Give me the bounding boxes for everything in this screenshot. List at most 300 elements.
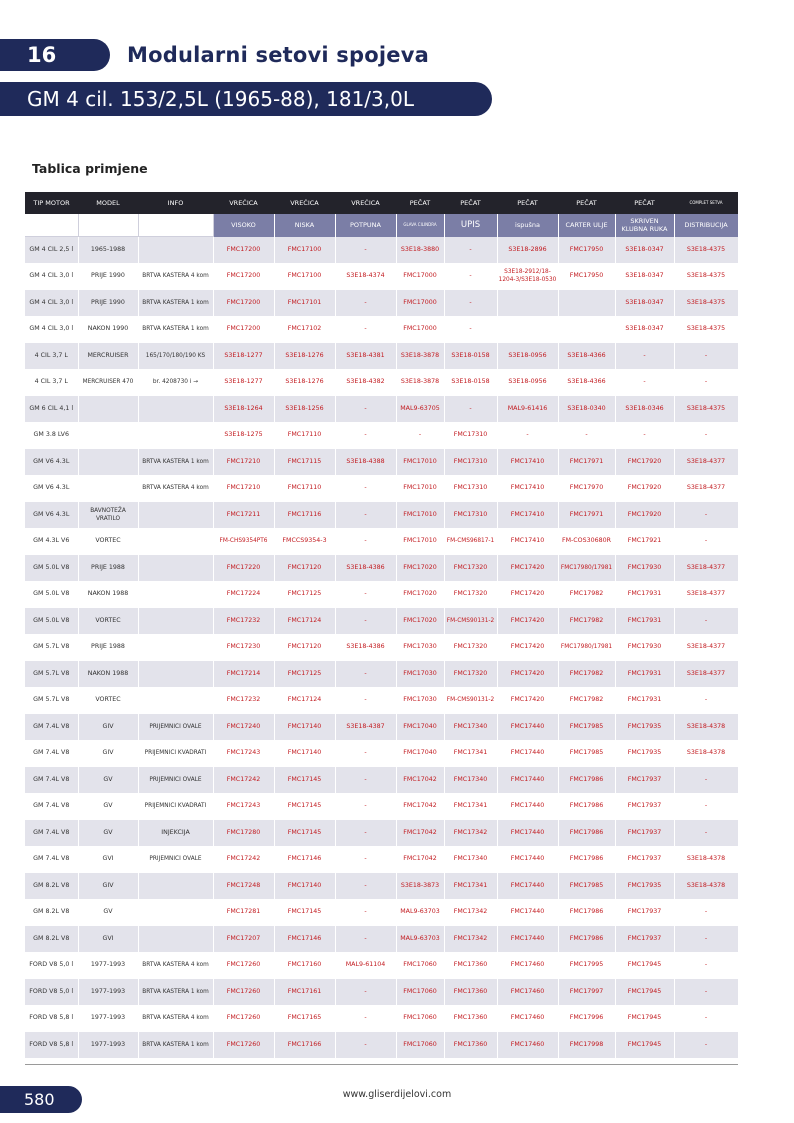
table-cell: FMC17020: [396, 581, 444, 608]
table-cell: BRTVA KASTERA 4 kom: [138, 263, 213, 290]
table-cell: FMC17166: [274, 1032, 335, 1059]
table-cell: MERCRUISER 470: [78, 369, 138, 396]
table-cell: GM 4.3L V6: [25, 528, 78, 555]
table-cell: FMC17931: [615, 581, 674, 608]
table-cell: FMC17342: [444, 899, 497, 926]
table-row: [25, 316, 738, 343]
table-cell: FMC17440: [497, 820, 558, 847]
table-cell: FMC17060: [396, 952, 444, 979]
table-cell: FMC17115: [274, 449, 335, 476]
table-cell: PRIJE 1988: [78, 634, 138, 661]
table-cell: S3E18-0158: [444, 369, 497, 396]
table-cell: PRIJEMNICI KVADRATI: [138, 793, 213, 820]
table-cell: FMC17042: [396, 793, 444, 820]
table-cell: GM 3.8 LV6: [25, 422, 78, 449]
table-cell: S3E18-4375: [674, 316, 738, 343]
table-cell: FM-CMS96817-1: [444, 528, 497, 555]
table-cell: -: [444, 290, 497, 317]
table-cell: FMC17320: [444, 661, 497, 688]
table-cell: FMC17920: [615, 502, 674, 529]
table-cell: BRTVA KASTERA 4 kom: [138, 475, 213, 502]
table-cell: FMC17243: [213, 740, 274, 767]
table-cell: FMC17971: [558, 449, 615, 476]
table-cell: FMC17410: [497, 449, 558, 476]
col-subheader: NISKA: [274, 214, 335, 237]
table-cell: -: [674, 767, 738, 794]
table-cell: FMC17950: [558, 263, 615, 290]
table-cell: S3E18-4375: [674, 396, 738, 423]
table-cell: FMC17210: [213, 475, 274, 502]
table-bottom-rule: [25, 1064, 738, 1065]
table-cell: -: [335, 687, 396, 714]
table-cell: [78, 422, 138, 449]
table-cell: FMC17220: [213, 555, 274, 582]
table-cell: FMC17030: [396, 687, 444, 714]
table-cell: FMC17410: [497, 475, 558, 502]
table-row: [25, 952, 738, 979]
table-cell: FMC17020: [396, 608, 444, 635]
table-cell: -: [674, 820, 738, 847]
table-cell: GM V6 4.3L: [25, 475, 78, 502]
col-subheader: POTPUNA: [335, 214, 396, 237]
table-cell: 4 CIL 3,7 L: [25, 343, 78, 370]
table-cell: S3E18-0158: [444, 343, 497, 370]
table-row: [25, 661, 738, 688]
table-cell: NAKON 1988: [78, 661, 138, 688]
table-cell: FMC17420: [497, 608, 558, 635]
table-row: [25, 369, 738, 396]
table-cell: BAVNOTEŽA VRATILO: [78, 502, 138, 529]
table-cell: GM 4 CIL 3,0 l: [25, 316, 78, 343]
table-cell: FMC17360: [444, 979, 497, 1006]
table-cell: FMC17340: [444, 846, 497, 873]
table-cell: GM 7.4L V8: [25, 793, 78, 820]
table-cell: MAL9-63703: [396, 926, 444, 953]
table-cell: FMC17930: [615, 634, 674, 661]
table-cell: -: [497, 422, 558, 449]
table-cell: FMC17140: [274, 714, 335, 741]
table-row: [25, 634, 738, 661]
table-cell: BRTVA KASTERA 1 kom: [138, 1032, 213, 1059]
footer-page-number: 580: [0, 1086, 82, 1113]
table-cell: GVI: [78, 926, 138, 953]
table-cell: FMC17982: [558, 581, 615, 608]
table-cell: BRTVA KASTERA 4 kom: [138, 1005, 213, 1032]
table-cell: FMC17920: [615, 475, 674, 502]
table-cell: -: [674, 528, 738, 555]
table-header-row: [25, 192, 738, 214]
table-cell: FORD V8 5,8 l: [25, 1005, 78, 1032]
table-row: [25, 740, 738, 767]
table-cell: FMC17125: [274, 661, 335, 688]
table-cell: GM V6 4.3L: [25, 502, 78, 529]
table-cell: FMC17931: [615, 608, 674, 635]
col-header: VREĆICA: [335, 192, 396, 214]
table-cell: [138, 502, 213, 529]
table-cell: [138, 237, 213, 264]
table-row: [25, 422, 738, 449]
table-cell: 1977-1993: [78, 979, 138, 1006]
table-cell: MAL9-63703: [396, 899, 444, 926]
table-cell: FMC17982: [558, 661, 615, 688]
table-cell: [558, 290, 615, 317]
table-cell: FMC17116: [274, 502, 335, 529]
table-cell: FMC17440: [497, 714, 558, 741]
table-cell: -: [674, 793, 738, 820]
table-cell: FMC17982: [558, 608, 615, 635]
table-cell: FMC17341: [444, 873, 497, 900]
table-cell: GM 7.4L V8: [25, 820, 78, 847]
table-cell: FMC17120: [274, 634, 335, 661]
table-cell: S3E18-4382: [335, 369, 396, 396]
table-cell: PRIJEMNICI OVALE: [138, 714, 213, 741]
table-cell: -: [335, 846, 396, 873]
table-cell: FMC17440: [497, 793, 558, 820]
table-cell: FM-CHS9354PT6: [213, 528, 274, 555]
table-cell: FMC17040: [396, 714, 444, 741]
table-cell: -: [335, 767, 396, 794]
table-cell: FMC17995: [558, 952, 615, 979]
table-cell: -: [674, 608, 738, 635]
table-cell: S3E18-1276: [274, 369, 335, 396]
table-cell: S3E18-3878: [396, 369, 444, 396]
table-cell: GM 5.0L V8: [25, 581, 78, 608]
table-cell: -: [674, 343, 738, 370]
table-row: [25, 343, 738, 370]
table-cell: FMC17060: [396, 1032, 444, 1059]
table-cell: INJEKCIJA: [138, 820, 213, 847]
table-cell: FMC17232: [213, 608, 274, 635]
table-cell: GIV: [78, 873, 138, 900]
table-cell: S3E18-4377: [674, 661, 738, 688]
table-cell: FMC17060: [396, 1005, 444, 1032]
table-cell: S3E18-4375: [674, 290, 738, 317]
table-cell: FMC17440: [497, 767, 558, 794]
table-cell: -: [674, 952, 738, 979]
table-cell: FMC17980/17981: [558, 634, 615, 661]
table-cell: S3E18-0346: [615, 396, 674, 423]
table-cell: FMC17125: [274, 581, 335, 608]
table-cell: S3E18-1276: [274, 343, 335, 370]
table-cell: [138, 581, 213, 608]
table-cell: GV: [78, 899, 138, 926]
table-cell: [558, 316, 615, 343]
table-cell: FMC17986: [558, 846, 615, 873]
table-row: [25, 555, 738, 582]
table-cell: FMC17110: [274, 475, 335, 502]
table-cell: BRTVA KASTERA 1 kom: [138, 449, 213, 476]
table-cell: br. 4208730 i →: [138, 369, 213, 396]
table-cell: FMC17360: [444, 1005, 497, 1032]
table-cell: S3E18-4386: [335, 634, 396, 661]
table-cell: FMC17120: [274, 555, 335, 582]
table-cell: -: [335, 290, 396, 317]
table-cell: S3E18-4388: [335, 449, 396, 476]
table-cell: S3E18-4377: [674, 555, 738, 582]
table-cell: FMC17242: [213, 846, 274, 873]
table-cell: [138, 608, 213, 635]
table-cell: S3E18-4381: [335, 343, 396, 370]
table-cell: S3E18-1277: [213, 369, 274, 396]
table-row: [25, 1005, 738, 1032]
table-cell: MAL9-61416: [497, 396, 558, 423]
table-cell: FMC17280: [213, 820, 274, 847]
table-cell: NAKON 1988: [78, 581, 138, 608]
table-cell: FMC17010: [396, 502, 444, 529]
table-cell: FMC17000: [396, 316, 444, 343]
table-cell: GV: [78, 820, 138, 847]
application-table: [25, 192, 739, 1058]
table-cell: FMC17200: [213, 316, 274, 343]
table-cell: -: [335, 581, 396, 608]
table-cell: FMC17010: [396, 449, 444, 476]
table-cell: [497, 316, 558, 343]
table-cell: S3E18-0347: [615, 263, 674, 290]
table-row: [25, 608, 738, 635]
table-cell: VORTEC: [78, 687, 138, 714]
table-cell: MAL9-63705: [396, 396, 444, 423]
table-cell: BRTVA KASTERA 1 kom: [138, 979, 213, 1006]
table-cell: -: [335, 396, 396, 423]
table-cell: S3E18-4377: [674, 449, 738, 476]
table-cell: FMC17937: [615, 846, 674, 873]
col-subheader: DISTRIBUCIJA: [674, 214, 738, 237]
table-cell: [138, 422, 213, 449]
table-cell: FMC17986: [558, 767, 615, 794]
table-row: [25, 237, 738, 264]
table-cell: FMC17460: [497, 952, 558, 979]
col-subheader: VISOKO: [213, 214, 274, 237]
table-cell: -: [444, 237, 497, 264]
table-row: [25, 502, 738, 529]
table-cell: FMC17920: [615, 449, 674, 476]
table-cell: FM-CMS90131-2: [444, 608, 497, 635]
page-title: Modularni setovi spojeva: [127, 43, 429, 67]
table-cell: GVI: [78, 846, 138, 873]
table-cell: MAL9-61104: [335, 952, 396, 979]
table-cell: S3E18-0347: [615, 237, 674, 264]
table-cell: [138, 926, 213, 953]
table-cell: -: [674, 1005, 738, 1032]
table-title: Tablica primjene: [32, 161, 148, 176]
table-cell: -: [444, 316, 497, 343]
table-cell: FMC17040: [396, 740, 444, 767]
table-cell: GM 5.7L V8: [25, 634, 78, 661]
table-cell: FMC17320: [444, 555, 497, 582]
table-cell: -: [396, 422, 444, 449]
table-cell: FMC17931: [615, 687, 674, 714]
table-cell: FM-CMS90131-2: [444, 687, 497, 714]
table-cell: -: [674, 899, 738, 926]
table-cell: FMC17310: [444, 475, 497, 502]
table-cell: GM 7.4L V8: [25, 740, 78, 767]
col-header: PEČAT: [497, 192, 558, 214]
table-cell: FMC17310: [444, 449, 497, 476]
table-cell: FMC17950: [558, 237, 615, 264]
table-cell: FMC17146: [274, 846, 335, 873]
table-cell: -: [335, 475, 396, 502]
table-row: [25, 475, 738, 502]
col-header: INFO: [138, 192, 213, 214]
table-cell: FMC17937: [615, 899, 674, 926]
table-cell: FMC17996: [558, 1005, 615, 1032]
table-cell: FMC17281: [213, 899, 274, 926]
table-cell: -: [674, 979, 738, 1006]
col-header: PEČAT: [396, 192, 444, 214]
table-cell: FMC17420: [497, 581, 558, 608]
table-cell: S3E18-0347: [615, 316, 674, 343]
table-cell: -: [335, 899, 396, 926]
table-cell: FMC17935: [615, 714, 674, 741]
table-cell: FMC17986: [558, 820, 615, 847]
table-cell: FMC17935: [615, 740, 674, 767]
table-cell: FMC17260: [213, 1032, 274, 1059]
table-cell: GIV: [78, 714, 138, 741]
table-cell: GM 8.2L V8: [25, 899, 78, 926]
col-subheader: SKRIVEN KLUBNA RUKA: [615, 214, 674, 237]
table-cell: FMC17420: [497, 661, 558, 688]
table-cell: S3E18-0956: [497, 343, 558, 370]
table-row: [25, 873, 738, 900]
table-cell: PRIJE 1990: [78, 263, 138, 290]
table-cell: -: [335, 528, 396, 555]
table-cell: FM-COS30680R: [558, 528, 615, 555]
table-cell: GM V6 4.3L: [25, 449, 78, 476]
table-cell: S3E18-4375: [674, 263, 738, 290]
table-cell: FMC17931: [615, 661, 674, 688]
table-cell: FMC17145: [274, 767, 335, 794]
table-cell: FMC17145: [274, 899, 335, 926]
table-cell: S3E18-4378: [674, 873, 738, 900]
table-cell: FMC17310: [444, 502, 497, 529]
col-header: PEČAT: [615, 192, 674, 214]
section-subtitle: GM 4 cil. 153/2,5L (1965-88), 181/3,0L: [0, 82, 492, 116]
table-row: [25, 793, 738, 820]
table-cell: -: [335, 873, 396, 900]
table-cell: FMC17970: [558, 475, 615, 502]
table-cell: FMC17420: [497, 687, 558, 714]
table-cell: FMC17340: [444, 714, 497, 741]
table-body: [25, 237, 738, 1059]
table-cell: S3E18-4366: [558, 369, 615, 396]
table-cell: FMC17985: [558, 873, 615, 900]
table-cell: GM 7.4L V8: [25, 846, 78, 873]
table-cell: FMC17440: [497, 846, 558, 873]
table-cell: GM 4 CIL 3,0 l: [25, 263, 78, 290]
table-cell: -: [674, 369, 738, 396]
table-row: [25, 979, 738, 1006]
table-cell: -: [335, 793, 396, 820]
col-subheader: [25, 214, 78, 237]
col-header: TIP MOTOR: [25, 192, 78, 214]
table-cell: FMC17010: [396, 475, 444, 502]
table-cell: FMC17140: [274, 740, 335, 767]
table-cell: FMC17982: [558, 687, 615, 714]
table-subheader-row: [25, 214, 738, 237]
table-cell: [138, 634, 213, 661]
table-cell: PRIJEMNICI KVADRATI: [138, 740, 213, 767]
table-cell: FMC17342: [444, 820, 497, 847]
table-row: [25, 528, 738, 555]
table-cell: 1965-1988: [78, 237, 138, 264]
table-cell: FMC17440: [497, 873, 558, 900]
table-cell: FMC17935: [615, 873, 674, 900]
col-subheader: [138, 214, 213, 237]
table-cell: FMC17260: [213, 979, 274, 1006]
table-cell: FMC17140: [274, 873, 335, 900]
table-cell: S3E18-0347: [615, 290, 674, 317]
table-cell: GV: [78, 793, 138, 820]
table-row: [25, 899, 738, 926]
table-cell: S3E18-4374: [335, 263, 396, 290]
table-row: [25, 290, 738, 317]
table-row: [25, 396, 738, 423]
table-cell: 1977-1993: [78, 952, 138, 979]
table-cell: FMC17210: [213, 449, 274, 476]
table-cell: BRTVA KASTERA 4 kom: [138, 952, 213, 979]
table-cell: -: [335, 502, 396, 529]
table-cell: S3E18-4378: [674, 846, 738, 873]
table-cell: FMC17214: [213, 661, 274, 688]
table-cell: S3E18-0340: [558, 396, 615, 423]
table-cell: FMC17110: [274, 422, 335, 449]
table-cell: 1977-1993: [78, 1005, 138, 1032]
table-cell: -: [444, 263, 497, 290]
table-cell: GV: [78, 767, 138, 794]
table-cell: S3E18-0956: [497, 369, 558, 396]
table-cell: FMC17230: [213, 634, 274, 661]
table-cell: FMC17030: [396, 661, 444, 688]
table-cell: BRTVA KASTERA 1 kom: [138, 290, 213, 317]
table-cell: FMC17986: [558, 926, 615, 953]
table-row: [25, 687, 738, 714]
table-cell: FMC17260: [213, 952, 274, 979]
table-cell: [78, 449, 138, 476]
table-cell: [138, 396, 213, 423]
table-cell: -: [335, 740, 396, 767]
table-cell: FMC17260: [213, 1005, 274, 1032]
table-cell: -: [558, 422, 615, 449]
table-cell: -: [674, 422, 738, 449]
table-cell: FMC17420: [497, 634, 558, 661]
table-cell: FMC17360: [444, 952, 497, 979]
table-cell: S3E18-4378: [674, 714, 738, 741]
col-subheader: ispušna: [497, 214, 558, 237]
table-cell: FMC17921: [615, 528, 674, 555]
table-cell: FMC17200: [213, 263, 274, 290]
table-cell: PRIJE 1988: [78, 555, 138, 582]
table-cell: FORD V8 5,0 l: [25, 979, 78, 1006]
table-cell: FMC17937: [615, 926, 674, 953]
table-cell: FMC17160: [274, 952, 335, 979]
table-cell: S3E18-2896: [497, 237, 558, 264]
table-cell: [138, 555, 213, 582]
table-cell: FMC17000: [396, 263, 444, 290]
table-cell: GIV: [78, 740, 138, 767]
table-cell: FMC17000: [396, 290, 444, 317]
table-cell: FMCCS9354-3: [274, 528, 335, 555]
table-cell: FMC17945: [615, 1032, 674, 1059]
table-cell: [138, 661, 213, 688]
table-cell: FMC17937: [615, 820, 674, 847]
table-cell: FMC17410: [497, 502, 558, 529]
table-cell: FMC17945: [615, 952, 674, 979]
table-cell: FMC17937: [615, 767, 674, 794]
table-cell: FMC17010: [396, 528, 444, 555]
table-cell: S3E18-4377: [674, 634, 738, 661]
footer-url: www.gliserdijelovi.com: [342, 1089, 452, 1100]
table-cell: FMC17930: [615, 555, 674, 582]
